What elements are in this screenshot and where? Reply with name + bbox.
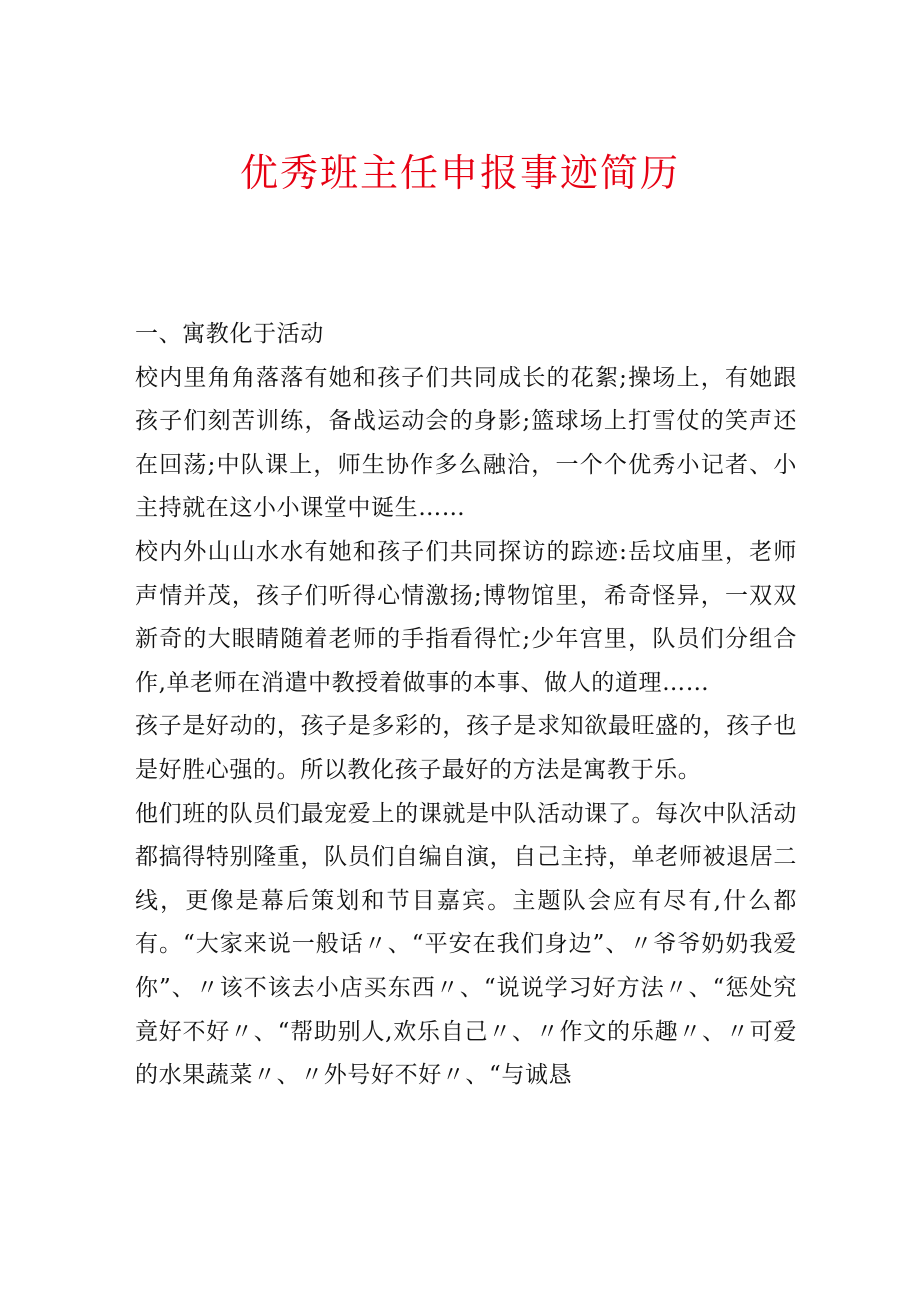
section-heading: 一、寓教化于活动 xyxy=(135,321,324,347)
paragraph: 校内外山山水水有她和孩子们共同探访的踪迹:岳坟庙里，老师声情并茂，孩子们听得心情激扬;博物馆里，希奇怪异，一双双新奇的大眼睛随着老师的手指看得忙;少年宫里，队员们分组合作,单老师在消遣中教授着做事的本事、做人的道理…… xyxy=(135,538,797,696)
paragraph: 校内里角角落落有她和孩子们共同成长的花絮;操场上，有她跟孩子们刻苦训练，备战运动会的身影;篮球场上打雪仗的笑声还在回荡;中队课上，师生协作多么融洽，一个个优秀小记者、小主持就在这小小课堂中诞生…… xyxy=(135,364,797,522)
document-title: 优秀班主任申报事迹简历 xyxy=(239,151,680,195)
paragraph: 孩子是好动的，孩子是多彩的，孩子是求知欲最旺盛的，孩子也是好胜心强的。所以教化孩子最好的方法是寓教于乐。 xyxy=(135,713,797,783)
document-body xyxy=(135,313,797,1098)
paragraph: 他们班的队员们最宠爱上的课就是中队活动课了。每次中队活动都搞得特别隆重，队员们自编自演，自己主持，单老师被退居二线，更像是幕后策划和节目嘉宾。主题队会应有尽有,什么都有。“大家来说一般话〃、“平安在我们身边”、〃爷爷奶奶我爱你”、〃该不该去小店买东西〃、“说说学习好方法〃、“惩处究竟好不好〃、“帮助别人,欢乐自己〃、〃作文的乐趣〃、〃可爱的水果蔬菜〃、〃外号好不好〃、“与诚恳 xyxy=(135,800,797,1089)
